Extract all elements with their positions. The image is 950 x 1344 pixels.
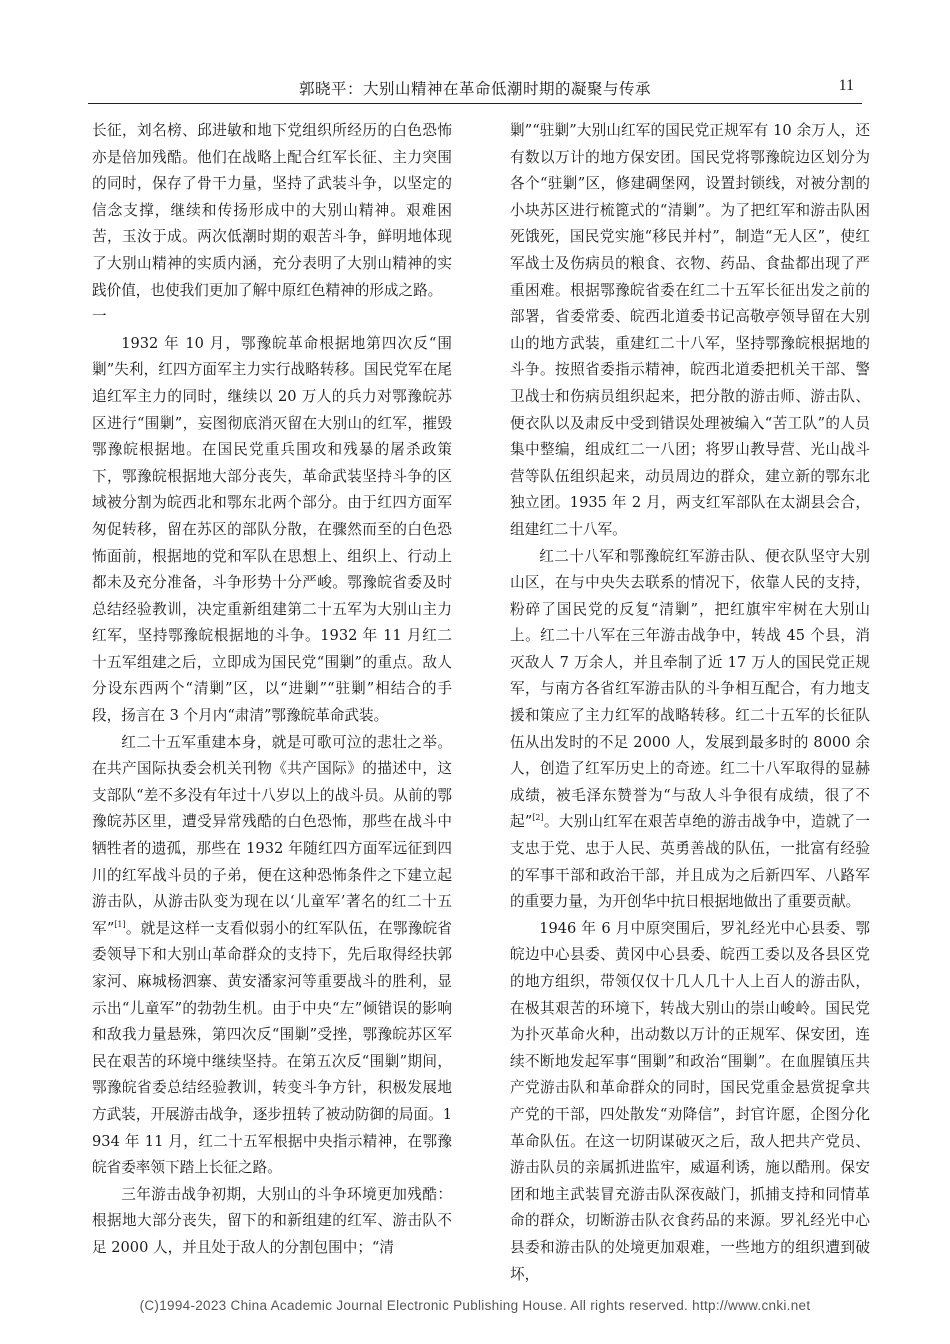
paragraph-text: 。就是这样一支看似弱小的红军队伍，在鄂豫皖省委领导下和大别山革命群众的支持下，先后取得经扶郭家河、麻城杨泗寨、黄安潘家河等重要战斗的胜利，显示出“儿童军”的勃勃生机。由于中央“左”倾错误的影响和敌我力量悬殊，第四次反“围剿”受挫，鄂豫皖苏区军民在艰苦的环境中继续坚持。在第五次反“围剿”期间，鄂豫皖省委总结经验教训，转变斗争方针，积极发展地方武装，开展游击战争，逐步扭转了被动防御的局面。1934 年 11 月，红二十五军根据中央指示精神，在鄂豫皖省委率领下踏上长征之路。 [92, 919, 452, 1177]
paragraph: 三年游击战争初期，大别山的斗争环境更加残酷：根据地大部分丧失，留下的和新组建的红军、游击队不足 2000 人，并且处于敌人的分割包围中；“清 [92, 1185, 452, 1256]
paragraph-text: 。大别山红军在艰苦卓绝的游击战争中，造就了一支忠于党、忠于人民、英勇善战的队伍，一批富有经验的军事干部和政治干部，并且成为之后新四军、八路军的重要力量，为开创华中抗日根据地做出了重要贡献。 [510, 813, 870, 911]
paragraph: 剿”“驻剿”大别山红军的国民党正规军有 10 余万人，还有数以万计的地方保安团。国民党将鄂豫皖边区划分为各个“驻剿”区，修建碉堡网，设置封锁线，对被分割的小块苏区进行梳篦式的“清剿”。为了把红军和游击队困死饿死，国民党实施“移民并村”，制造“无人区”，使红军战士及伤病员的粮食、衣物、药品、食盐都出现了严重困难。根据鄂豫皖省委在红二十五军长征出发之前的部署，省委常委、皖西北道委书记高敬亭领导留在大别山的地方武装，重建红二十八军，坚持鄂豫皖根据地的斗争。按照省委指示精神，皖西北道委把机关干部、警卫战士和伤病员组织起来，把分散的游击师、游击队、便衣队以及肃反中受到错误处理被编入“苦工队”的人员集中整编，组成红二一八团；将罗山教导营、光山战斗营等队伍组织起来，动员周边的群众，建立新的鄂东北独立团。1935 年 2 月，两支红军部队在太湖县会合，组建红二十八军。 [510, 122, 870, 538]
paragraph: 长征，刘名榜、邱进敏和地下党组织所经历的白色恐怖亦是倍加残酷。他们在战略上配合红军长征、主力突围的同时，保存了骨干力量，坚持了武装斗争，以坚定的信念支撑，继续和传扬形成中的大别山精神。艰难困苦，玉汝于成。两次低潮时期的艰苦斗争，鲜明地体现了大别山精神的实质内涵，充分表明了大别山精神的实践价值，也使我们更加了解中原红色精神的形成之路。 [92, 122, 452, 299]
page-header [88, 0, 862, 106]
right-column [510, 118, 870, 1283]
paragraph: 1932 年 10 月，鄂豫皖革命根据地第四次反“围剿”失利，红四方面军主力实行战略转移。国民党军在尾追红军主力的同时，继续以 20 万人的兵力对鄂豫皖苏区进行“围剿”，妄图彻底消灭留在大别山的红军，摧毁鄂豫皖根据地。在国民党重兵围攻和残暴的屠杀政策下，鄂豫皖根据地大部分丧失，革命武装坚持斗争的区域被分割为皖西北和鄂东北两个部分。由于红四方面军匆促转移，留在苏区的部队分散，在骤然而至的白色恐怖面前，根据地的党和军队在思想上、组织上、行动上都未及充分准备，斗争形势十分严峻。鄂豫皖省委及时总结经验教训，决定重新组建第二十五军为大别山主力红军，坚持鄂豫皖根据地的斗争。1932 年 11 月红二十五军组建之后，立即成为国民党“围剿”的重点。敌人分设东西两个“清剿”区，以“进剿”“驻剿”相结合的手段，扬言在 3 个月内“肃清”鄂豫皖革命武装。 [92, 334, 452, 725]
citation-ref-2: [2] [532, 813, 544, 823]
paragraph [92, 730, 452, 1182]
page-number: 11 [838, 77, 854, 94]
section-heading: 一 [92, 308, 107, 326]
header-rule [88, 103, 862, 104]
paragraph [510, 544, 870, 916]
paragraph-text: 红二十八军和鄂豫皖红军游击队、便衣队坚守大别山区，在与中央失去联系的情况下，依靠人民的支持，粉碎了国民党的反复“清剿”，把红旗牢牢树在大别山上。红二十八军在三年游击战争中，转战 45 个县，消灭敌人 7 万余人，并且牵制了近 17 万人的国民党正规军，与南方各省红军游击队的斗争相互配合，有力地支援和策应了主力红军的战略转移。红二十五军的长征队伍从出发时的不足 2000 人，发展到最多时的 8000 余人，创造了红军历史上的奇迹。红二十八军取得的显赫成绩，被毛泽东赞誉为“与敌人斗争很有成绩，很了不起” [510, 547, 870, 831]
article-body [92, 118, 870, 1283]
running-title: 郭晓平：大别山精神在革命低潮时期的凝聚与传承 [298, 80, 651, 98]
paragraph-text: 红二十五军重建本身，就是可歌可泣的悲壮之举。在共产国际执委会机关刊物《共产国际》的描述中，这支部队“差不多没有年过十八岁以上的战斗员。从前的鄂豫皖苏区里，遭受异常残酷的白色恐怖，那些在战斗中牺牲者的遗孤，那些在 1932 年随红四方面军远征到四川的红军战斗员的子弟，便在这种恐怖条件之下建立起游击队，从游击队变为现在以‘儿童军’著名的红二十五军” [92, 733, 452, 937]
paragraph: 1946 年 6 月中原突围后，罗礼经光中心县委、鄂皖边中心县委、黄冈中心县委、皖西工委以及各县区党的地方组织，带领仅仅十几人几十人上百人的游击队，在极其艰苦的环境下，转战大别山的崇山峻岭。国民党为扑灭革命火种，出动数以万计的正规军、保安团，连续不断地发起军事“围剿”和政治“围剿”。在血腥镇压共产党游击队和革命群众的同时，国民党重金悬赏捉拿共产党的干部，四处散发“劝降信”，封官许愿，企图分化革命队伍。在这一切阴谋破灭之后，敌人把共产党员、游击队员的亲属抓进监牢，威逼利诱，施以酷刑。保安团和地主武装冒充游击队深夜敲门，抓捕支持和同情革命的群众，切断游击队衣食药品的来源。罗礼经光中心县委和游击队的处境更加艰难，一些地方的组织遭到破坏， [510, 919, 870, 1283]
citation-ref-1: [1] [114, 919, 126, 929]
copyright-footer: (C)1994-2023 China Academic Journal Electronic Publishing House. All rights reserved. http://www.cnki.net [139, 1298, 811, 1313]
left-column [92, 118, 452, 1268]
